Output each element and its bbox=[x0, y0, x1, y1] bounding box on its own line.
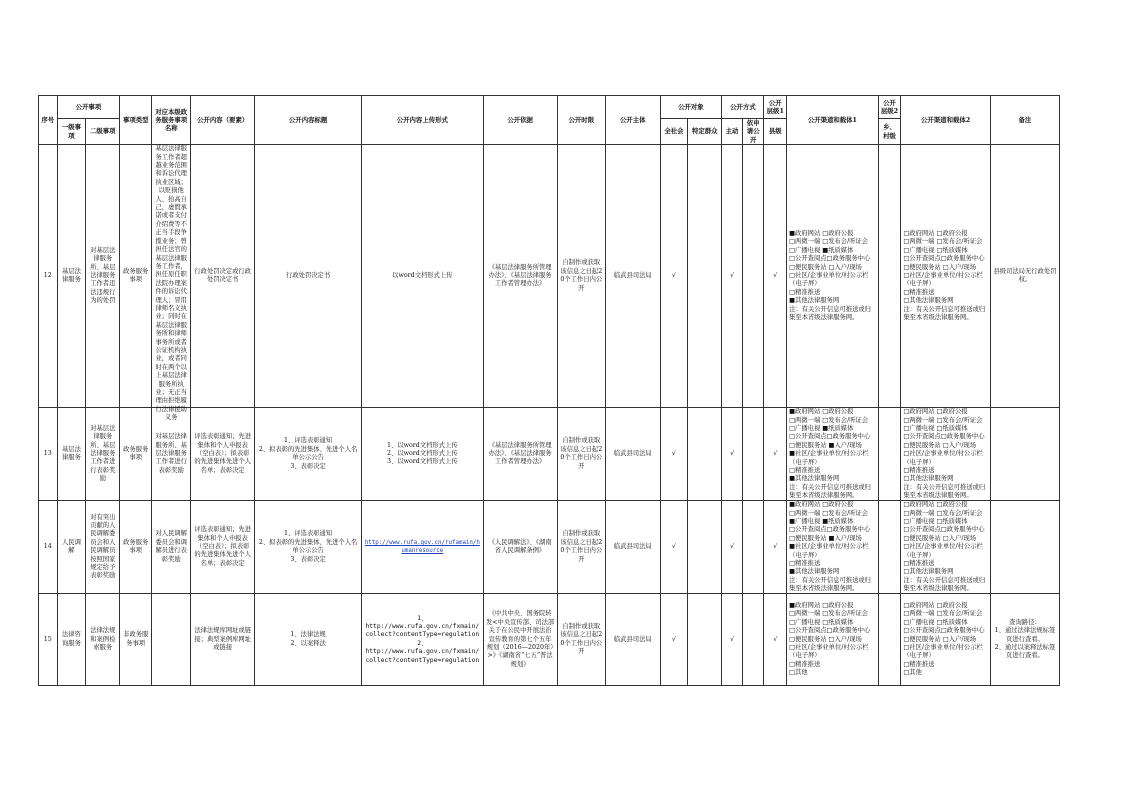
row-time: 自制作或获取该信息之日起20个工作日内公开 bbox=[557, 408, 605, 501]
header-matter: 公开事项 bbox=[57, 96, 120, 119]
table-row bbox=[39, 594, 1060, 686]
header-level1: 一级事项 bbox=[57, 119, 86, 145]
header-layer2: 公开层级2 bbox=[878, 96, 901, 119]
row-upload: 以word文档形式上传 bbox=[362, 145, 483, 408]
row-channel2: □政府网站 □政府公报 □两微一端 □发布会/听证会 □广播电视 □纸质媒体 □公开查阅点□政务服务中心 □便民服务站 □入户/现场 □社区/企事业单位/村公示栏（电子屏） □精准推送 □其他法律服务网 注：有关公开信息可推送或归集至本省级法律服务网。 bbox=[901, 145, 991, 408]
row-subject: 临武县司法局 bbox=[606, 408, 661, 501]
row-content: 评选表彰通知；先进集体和个人申报表（空白表）；拟表彰的先进集体先进个人名单；表彰决定 bbox=[191, 408, 255, 501]
row-level1: 基层法律服务 bbox=[57, 145, 86, 408]
row-apply-check bbox=[742, 408, 764, 501]
row-apply-check bbox=[742, 594, 764, 686]
row-society-check: √ bbox=[660, 594, 688, 686]
row-society-check: √ bbox=[660, 408, 688, 501]
row-channel1 bbox=[787, 501, 879, 594]
row-title: 行政处罚决定书 bbox=[255, 145, 362, 408]
row-county-check: √ bbox=[764, 501, 787, 594]
header-title: 公开内容标题 bbox=[255, 96, 362, 145]
header-subject: 公开主体 bbox=[606, 96, 661, 145]
header-method: 公开方式 bbox=[722, 96, 764, 119]
row-channel2: □政府网站 □政府公报 □两微一端 □发布会/听证会 □广播电视 □纸质媒体 □公开查阅点□政务服务中心 □便民服务站 □入户/现场 □社区/企事业单位/村公示栏（电子屏） □精准推送 □其他 bbox=[901, 594, 991, 686]
row-layer2 bbox=[878, 408, 901, 501]
header-township: 乡、村级 bbox=[878, 119, 901, 145]
header-basis-name: 对应本级政务服务事项名称 bbox=[152, 96, 191, 145]
row-remark: 县级司法局无行政处罚权。 bbox=[990, 145, 1059, 408]
row-active-check: √ bbox=[722, 501, 743, 594]
row-content: 行政处罚决定或行政处罚决定书 bbox=[191, 145, 255, 408]
row-basis: 《基层法律服务所管理办法》、《基层法律服务工作者管理办法》 bbox=[483, 408, 557, 501]
row-content: 评选表彰通知；先进集体和个人申报表（空白表）；拟表彰的先进集体先进个人名单；表彰决定 bbox=[191, 501, 255, 594]
row-remark: 查询路径： 1、通过法律法规标签页进行查看。 2、通过以案释法标签页进行查看。 bbox=[990, 594, 1059, 686]
row-county-check: √ bbox=[764, 594, 787, 686]
header-basis: 公开依据 bbox=[483, 96, 557, 145]
header-time: 公开时限 bbox=[557, 96, 605, 145]
row-upload: 1、 http://www.rufa.gov.cn/fxmain/collect?contentType=regulation 2、 http://www.rufa.gov.cn/fxmain/collect?contentType=regulation bbox=[362, 594, 483, 686]
row-upload bbox=[362, 501, 483, 594]
row-level2: 法律法规和案例检索服务 bbox=[86, 594, 120, 686]
header-upload: 公开内容上传形式 bbox=[362, 96, 483, 145]
header-channel2: 公开渠道和载体2 bbox=[901, 96, 991, 145]
row-title: 1、评选表彰通知 2、拟表彰的先进集体、先进个人名单公示公告 3、表彰决定 bbox=[255, 408, 362, 501]
row-apply-check bbox=[742, 145, 764, 408]
header-society: 全社会 bbox=[660, 119, 688, 145]
row-level1: 基层法律服务 bbox=[57, 408, 86, 501]
row-content: 法律法规库网址或链接；典型案例库网址或链接 bbox=[191, 594, 255, 686]
row-layer2 bbox=[878, 594, 901, 686]
row-remark bbox=[990, 501, 1059, 594]
header-county: 县级 bbox=[764, 119, 787, 145]
row-active-check: √ bbox=[722, 408, 743, 501]
row-service-name-text: 基层法律服务工作者超越业务范围和诉讼代理执业区域；以贬损他人、抬高自己，虚假承诺或者支付介绍费等不正当手段争揽业务；曾担任法官的基层法律服务工作者，担任原任职法院办理案件的诉讼代理人；冒用律师名义执业；同时在基层法律服务所和律师事务所或者公证机构执业，或者同时在两个以上基层法律服务所执业；无正当理由拒绝履行法律援助义务 bbox=[155, 145, 187, 422]
header-content: 公开内容（要素） bbox=[191, 96, 255, 145]
row-type: 非政务服务事项 bbox=[120, 594, 152, 686]
row-service-name bbox=[152, 145, 191, 422]
row-channel2-text: □政府网站 □政府公报 □两微一端 □发布会/听证会 □广播电视 □纸质媒体 □公开查阅点□政务服务中心 □便民服务站 □入户/现场 □社区/企事业单位/村公示栏（电子屏） □精准推送 □其他法律服务网 注：有关公开信息可推送或归集至本省级法律服务网。 bbox=[903, 501, 986, 593]
table-row bbox=[39, 501, 1060, 594]
row-level2: 对基层法律服务所、基层法律服务工作者违法违规行为的处罚 bbox=[86, 145, 120, 408]
row-seq: 14 bbox=[39, 501, 58, 594]
row-level2: 对有突出贡献的人民调解委员会和人民调解员按照国家规定给予表彰奖励 bbox=[86, 501, 120, 594]
header-active: 主动 bbox=[722, 119, 743, 145]
row-layer2 bbox=[878, 501, 901, 594]
row-seq: 13 bbox=[39, 408, 58, 501]
row-seq: 15 bbox=[39, 594, 58, 686]
header-specific: 特定群众 bbox=[688, 119, 722, 145]
row-channel1-text: ■政府网站 □政府公报 □两微一端 □发布会/听证会 ■广播电视 ■纸质媒体 □公开查阅点□政务服务中心 □便民服务站 ■入户/现场 ■社区/企事业单位/村公示栏（电子屏） □精准推送 ■其他法律服务网 注：有关公开信息可推送或归集至本省级法律服务网。 bbox=[789, 501, 871, 593]
row-apply-check bbox=[742, 501, 764, 594]
row-channel2 bbox=[901, 501, 991, 594]
row-basis: 《人民调解法》、《湖南省人民调解条例》 bbox=[483, 501, 557, 594]
upload-link[interactable]: http://www.rufa.gov.cn/rufamain/humanresource bbox=[364, 539, 480, 555]
header-level2: 二级事项 bbox=[86, 119, 120, 145]
row-society-check: √ bbox=[660, 145, 688, 408]
row-type: 政务服务事项 bbox=[120, 145, 152, 408]
table-row bbox=[39, 408, 1060, 501]
row-type: 政务服务事项 bbox=[120, 408, 152, 501]
row-subject: 临武县司法局 bbox=[606, 594, 661, 686]
disclosure-table bbox=[38, 95, 1060, 686]
header-type: 事项类型 bbox=[120, 96, 152, 145]
header-apply: 依申请公开 bbox=[742, 119, 764, 145]
row-basis: 《基层法律服务所管理办法》、《基层法律服务工作者管理办法》 bbox=[483, 145, 557, 408]
row-level2: 对基层法律服务所、基层法律服务工作者进行表彰奖励 bbox=[86, 408, 120, 501]
row-time: 自制作或获取该信息之日起20个工作日内公开 bbox=[557, 145, 605, 408]
row-level1: 人民调解 bbox=[57, 501, 86, 594]
row-type: 政务服务事项 bbox=[120, 501, 152, 594]
row-channel2 bbox=[901, 408, 991, 501]
row-service-name: 对人民调解委员会和调解员进行表彰奖励 bbox=[152, 501, 191, 594]
row-specific-check bbox=[688, 408, 722, 501]
row-service-name bbox=[152, 594, 191, 686]
row-society-check: √ bbox=[660, 501, 688, 594]
row-specific-check bbox=[688, 594, 722, 686]
row-channel1 bbox=[787, 408, 879, 501]
row-channel1: ■政府网站 □政府公报 □两微一端 □发布会/听证会 □广播电视 ■纸质媒体 □公开查阅点□政务服务中心 □便民服务站 □入户/现场 □社区/企事业单位/村公示栏（电子屏） □精准推送 ■其他法律服务网 注：有关公开信息可推送或归集至本省级法律服务网。 bbox=[787, 145, 879, 408]
header-remark: 备注 bbox=[990, 96, 1059, 145]
row-county-check: √ bbox=[764, 145, 787, 408]
row-level1: 法律咨询服务 bbox=[57, 594, 86, 686]
row-active-check: √ bbox=[722, 145, 743, 408]
row-basis: 《中共中央、国务院转发<中央宣传部、司法部关于在公民中开展法治宣传教育的第七个五年规划（2016—2020年）>》《湖南省“七五”普法规划》 bbox=[483, 594, 557, 686]
header-seq: 序号 bbox=[39, 96, 58, 145]
row-subject: 临武县司法局 bbox=[606, 145, 661, 408]
row-county-check: √ bbox=[764, 408, 787, 501]
row-specific-check bbox=[688, 501, 722, 594]
header-layer1: 公开层级1 bbox=[764, 96, 787, 119]
row-channel2-text: □政府网站 □政府公报 □两微一端 □发布会/听证会 □广播电视 □纸质媒体 □公开查阅点□政务服务中心 □便民服务站 □入户/现场 □社区/企事业单位/村公示栏（电子屏） □精准推送 □其他法律服务网 注：有关公开信息可推送或归集至本省级法律服务网。 bbox=[903, 408, 986, 500]
row-time: 自制作或获取该信息之日起20个工作日内公开 bbox=[557, 501, 605, 594]
row-title: 1、法律法规 2、以案释法 bbox=[255, 594, 362, 686]
row-channel1-text: ■政府网站 □政府公报 □两微一端 □发布会/听证会 □广播电视 ■纸质媒体 □公开查阅点□政务服务中心 □便民服务站 ■入户/现场 ■社区/企事业单位/村公示栏（电子屏） □精准推送 ■其他法律服务网 注：有关公开信息可推送或归集至本省级法律服务网。 bbox=[789, 408, 871, 500]
row-seq: 12 bbox=[39, 145, 58, 408]
row-subject: 临武县司法局 bbox=[606, 501, 661, 594]
row-active-check: √ bbox=[722, 594, 743, 686]
row-title: 1、评选表彰通知 2、拟表彰的先进集体、先进个人名单公示公告 3、表彰决定 bbox=[255, 501, 362, 594]
row-channel1: ■政府网站 □政府公报 □两微一端 □发布会/听证会 □广播电视 □纸质媒体 □公开查阅点□政务服务中心 □便民服务站 □入户/现场 □社区/企事业单位/村公示栏（电子屏） □精准推送 □其他 bbox=[787, 594, 879, 686]
row-remark bbox=[990, 408, 1059, 501]
row-specific-check bbox=[688, 145, 722, 408]
row-layer2 bbox=[878, 145, 901, 408]
table-row bbox=[39, 145, 1060, 408]
row-service-name: 对基层法律服务所、基层法律服务工作者进行表彰奖励 bbox=[152, 408, 191, 501]
row-time: 自制作或获取该信息之日起20个工作日内公开 bbox=[557, 594, 605, 686]
header-channel1: 公开渠道和载体1 bbox=[787, 96, 879, 145]
row-upload: 1、以word文档形式上传 2、以word文档形式上传 3、以word文档形式上传 bbox=[362, 408, 483, 501]
header-target: 公开对象 bbox=[660, 96, 722, 119]
